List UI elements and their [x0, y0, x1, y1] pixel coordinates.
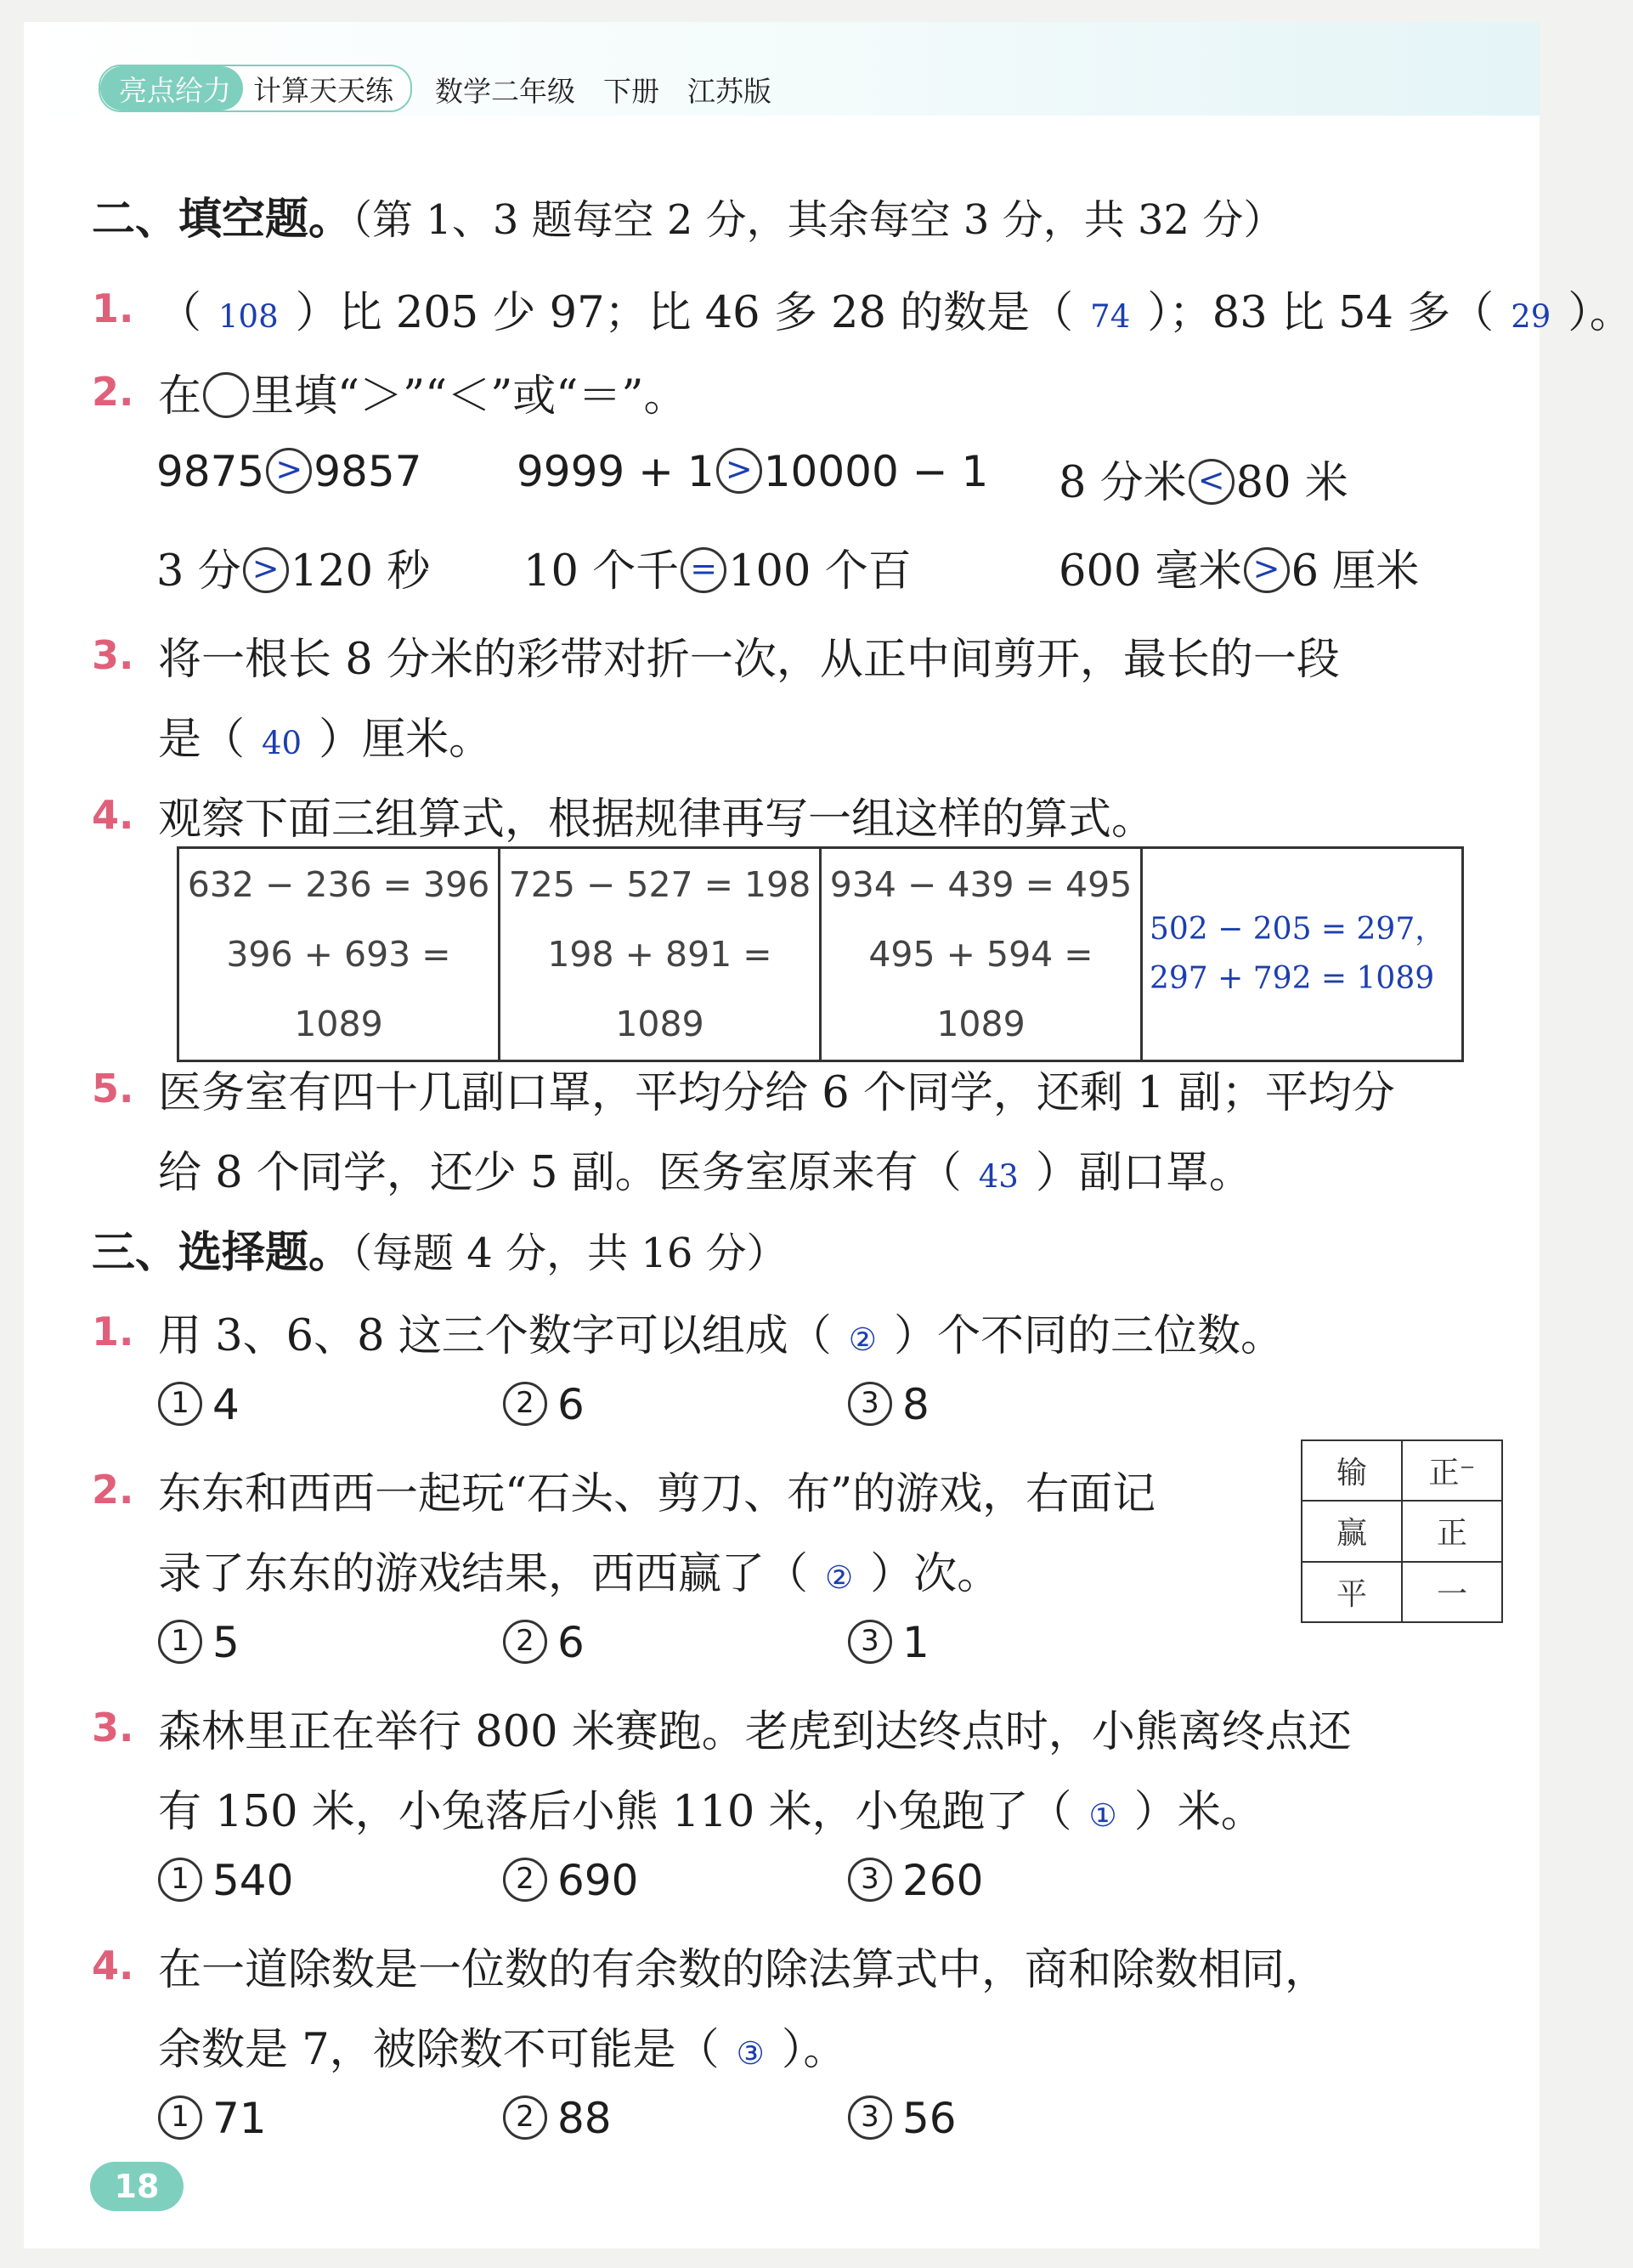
answer: ③	[736, 2035, 765, 2072]
equation: 632 − 236 = 396	[187, 864, 490, 905]
answer: 40	[262, 725, 302, 761]
right: 100 个百	[728, 546, 912, 597]
option	[848, 1380, 930, 1430]
equation-cell	[821, 848, 1142, 1061]
option-text: 56	[902, 2094, 957, 2143]
left: 9875	[156, 447, 265, 496]
q-number: 2.	[92, 369, 134, 415]
q-number: 5.	[92, 1066, 134, 1111]
option-text: 71	[212, 2094, 267, 2143]
tally-marks: 正⁻	[1402, 1440, 1502, 1501]
fill-q1	[158, 277, 1633, 340]
section2-title: 二、填空题。	[92, 194, 353, 245]
text: ）。	[781, 2025, 847, 2075]
compare-item	[1059, 447, 1348, 510]
equation-table	[177, 846, 1464, 1062]
compare-item	[517, 447, 988, 498]
answer: 108	[218, 298, 279, 335]
text: ）厘米。	[319, 715, 493, 765]
series-pill	[99, 65, 412, 112]
option-mark: 2	[503, 1620, 547, 1664]
answer-equation: 297 + 792 = 1089	[1150, 961, 1435, 996]
left: 10 个千	[523, 546, 680, 597]
section3-note: （每题 4 分，共 16 分）	[352, 1230, 788, 1277]
equation: 198 + 891 = 1089	[547, 934, 772, 1044]
compare-sign: =	[681, 547, 726, 593]
equation: 934 − 439 = 495	[829, 864, 1133, 905]
answer: ①	[1088, 1797, 1117, 1834]
option-text: 1	[902, 1618, 930, 1667]
option-mark: 3	[848, 2095, 892, 2140]
q-number: 3.	[92, 632, 134, 678]
text: ）个不同的三位数。	[893, 1311, 1284, 1361]
fill-q2-instruction	[158, 360, 687, 423]
option-mark: 3	[848, 1382, 892, 1426]
text: 给 8 个同学，还少 5 副。医务室原来有（	[158, 1148, 962, 1198]
workbook-page	[24, 22, 1633, 2248]
equation-cell	[178, 848, 500, 1061]
option-mark: 1	[158, 2095, 202, 2140]
equation: 495 + 594 = 1089	[868, 934, 1093, 1044]
answer-equation: 502 − 205 = 297，	[1150, 912, 1446, 947]
choice-q4-line1: 在一道除数是一位数的有余数的除法算式中，商和除数相同，	[158, 1945, 1329, 1995]
option-text: 6	[557, 1618, 585, 1667]
tally-marks: 一	[1402, 1562, 1502, 1622]
option-text: 5	[212, 1618, 240, 1667]
fill-q3-line1: 将一根长 8 分米的彩带对折一次，从正中间剪开，最长的一段	[158, 635, 1340, 685]
series-title: 计算天天练	[253, 73, 393, 107]
answer: 43	[978, 1158, 1019, 1195]
tally-table	[1301, 1439, 1503, 1623]
option	[848, 2094, 957, 2144]
right: 80 米	[1235, 458, 1348, 508]
text: ）比 205 少 97；比 46 多 28 的数是（	[295, 288, 1074, 338]
right: 120 秒	[290, 546, 431, 597]
q-number: 2.	[92, 1467, 134, 1513]
compare-sign: <	[1189, 459, 1235, 505]
choice-q4-line2	[158, 2014, 846, 2077]
left: 9999 + 1	[517, 447, 715, 496]
text: ）。	[1568, 288, 1633, 338]
answer-cell	[1142, 848, 1463, 1061]
option-mark: 2	[503, 2095, 547, 2140]
choice-q3-line1: 森林里正在举行 800 米赛跑。老虎到达终点时，小熊离终点还	[158, 1707, 1352, 1757]
option	[503, 1856, 638, 1906]
left: 3 分	[156, 546, 241, 597]
option-text: 260	[902, 1856, 984, 1905]
option	[158, 2094, 267, 2144]
option-text: 8	[902, 1380, 930, 1429]
option-mark: 3	[848, 1620, 892, 1664]
choice-q1	[158, 1300, 1284, 1363]
option	[158, 1856, 293, 1906]
text: 在	[158, 371, 202, 421]
option	[848, 1618, 930, 1668]
option-mark: 1	[158, 1620, 202, 1664]
empty-circle-icon	[203, 372, 249, 418]
left: 600 毫米	[1059, 546, 1242, 597]
option-mark: 3	[848, 1858, 892, 1902]
compare-sign: >	[243, 547, 289, 593]
option	[503, 2094, 612, 2144]
text: 有 150 米，小兔落后小熊 110 米，小兔跑了（	[158, 1787, 1072, 1837]
text: 录了东东的游戏结果，西西赢了（	[158, 1549, 809, 1599]
tally-label: 赢	[1302, 1501, 1402, 1561]
fill-q5-line1: 医务室有四十几副口罩，平均分给 6 个同学，还剩 1 副；平均分	[158, 1068, 1395, 1118]
q-number: 1.	[92, 1309, 134, 1355]
fill-q5-line2	[158, 1137, 1252, 1200]
option	[503, 1618, 585, 1668]
text: （	[158, 288, 202, 338]
brand-label: 亮点给力	[100, 66, 243, 110]
fill-q4-text: 观察下面三组算式，根据规律再写一组这样的算式。	[158, 795, 1156, 845]
compare-sign: >	[1244, 547, 1290, 593]
equation-cell	[500, 848, 821, 1061]
tally-label: 输	[1302, 1440, 1402, 1501]
compare-item	[156, 535, 430, 598]
left: 8 分米	[1059, 458, 1187, 508]
compare-sign: >	[716, 448, 762, 494]
answer: 29	[1511, 298, 1551, 335]
section3-heading	[92, 1217, 788, 1280]
option-text: 6	[557, 1380, 585, 1429]
option-text: 88	[557, 2094, 612, 2143]
equation: 396 + 693 = 1089	[226, 934, 451, 1044]
text: 用 3、6、8 这三个数字可以组成（	[158, 1311, 832, 1361]
compare-item	[1059, 535, 1419, 598]
tally-marks: 正	[1402, 1501, 1502, 1561]
option-mark: 1	[158, 1858, 202, 1902]
option-text: 540	[212, 1856, 294, 1905]
option-mark: 1	[158, 1382, 202, 1426]
section2-heading	[92, 184, 1284, 246]
text: ）米。	[1133, 1787, 1264, 1837]
equation: 725 − 527 = 198	[508, 864, 811, 905]
text: ）副口罩。	[1035, 1148, 1252, 1198]
text: 是（	[158, 715, 246, 765]
option	[158, 1380, 240, 1430]
text: ）次。	[870, 1549, 1001, 1599]
option-mark: 2	[503, 1382, 547, 1426]
choice-q3-line2	[158, 1776, 1264, 1839]
q-number: 1.	[92, 286, 134, 331]
compare-item	[156, 447, 422, 498]
right: 6 厘米	[1291, 546, 1420, 597]
answer: ②	[848, 1321, 877, 1358]
compare-item	[523, 535, 912, 598]
choice-q2-line1: 东东和西西一起玩“石头、剪刀、布”的游戏，右面记	[158, 1469, 1156, 1519]
compare-sign: >	[266, 448, 312, 494]
option	[503, 1380, 585, 1430]
option	[158, 1618, 240, 1668]
fill-q3-line2	[158, 704, 492, 766]
answer: ②	[825, 1559, 854, 1596]
q-number: 4.	[92, 792, 134, 838]
page-number: 18	[90, 2162, 184, 2211]
option-text: 690	[557, 1856, 639, 1905]
option	[848, 1856, 983, 1906]
q-number: 4.	[92, 1943, 134, 1988]
option-mark: 2	[503, 1858, 547, 1902]
option-text: 4	[212, 1380, 240, 1429]
q-number: 3.	[92, 1705, 134, 1750]
book-info: 数学二年级 下册 江苏版	[435, 75, 771, 108]
answer: 74	[1090, 298, 1131, 335]
text: 里填“＞”“＜”或“＝”。	[251, 371, 687, 421]
right: 10000 − 1	[763, 447, 989, 496]
section2-note: （第 1、3 题每空 2 分，其余每空 3 分，共 32 分）	[352, 196, 1285, 244]
text: 余数是 7，被除数不可能是（	[158, 2025, 720, 2075]
section3-title: 三、选择题。	[92, 1227, 353, 1278]
right: 9857	[314, 447, 422, 496]
tally-label: 平	[1302, 1562, 1402, 1622]
text: ）；83 比 54 多（	[1147, 288, 1495, 338]
choice-q2-line2	[158, 1538, 1000, 1601]
